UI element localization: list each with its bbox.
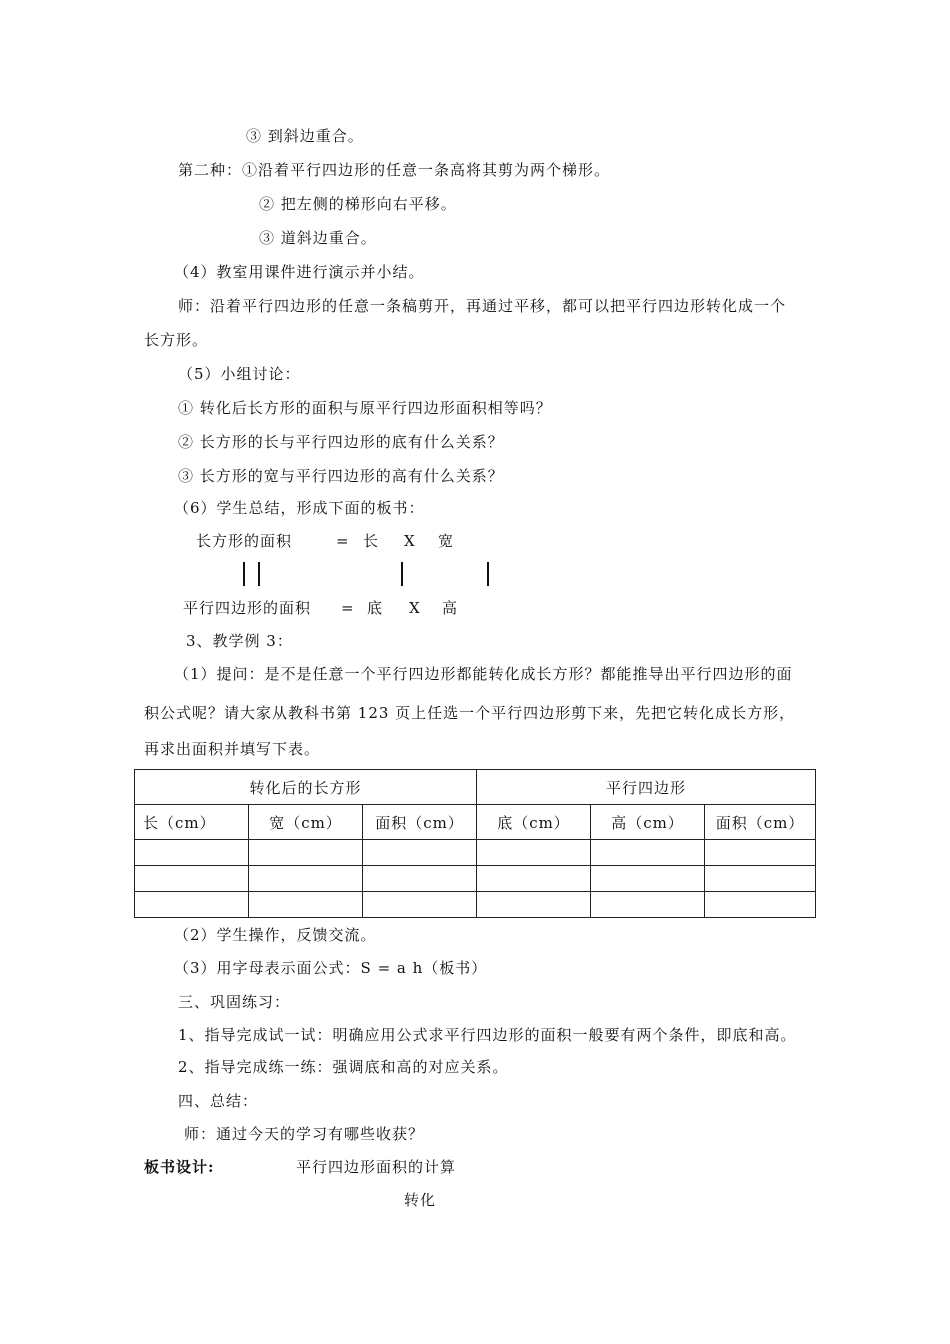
- times-sign: X: [409, 599, 421, 617]
- section-heading: 三、巩固练习：: [178, 993, 291, 1011]
- connector-line: [258, 562, 260, 586]
- rect-area-label: 长方形的面积: [196, 532, 293, 550]
- data-table: [134, 769, 816, 918]
- text-line: （6）学生总结，形成下面的板书：: [174, 499, 425, 517]
- section-heading: 四、总结：: [178, 1092, 259, 1110]
- board-subtitle: 转化: [404, 1191, 437, 1209]
- times-sign: X: [404, 532, 416, 550]
- table-cell[interactable]: [477, 892, 591, 918]
- table-cell[interactable]: [363, 840, 477, 866]
- text-line: 师：沿着平行四边形的任意一条稿剪开，再通过平移，都可以把平行四边形转化成一个: [178, 297, 787, 315]
- base-label: 底: [367, 599, 384, 617]
- text-line: 师：通过今天的学习有哪些收获？: [184, 1125, 425, 1143]
- table-row: [135, 866, 816, 892]
- table-header-cell: 宽（cm）: [249, 805, 363, 840]
- table-cell[interactable]: [591, 840, 705, 866]
- table-group-header: 平行四边形: [477, 770, 816, 805]
- table-cell[interactable]: [363, 892, 477, 918]
- table-header-cell: 高（cm）: [591, 805, 705, 840]
- length-label: 长: [363, 532, 380, 550]
- height-label: 高: [442, 599, 459, 617]
- text-line: 1、指导完成试一试：明确应用公式求平行四边形的面积一般要有两个条件，即底和高。: [178, 1026, 797, 1044]
- table-cell[interactable]: [477, 866, 591, 892]
- table-cell[interactable]: [135, 840, 249, 866]
- text-line: ③ 到斜边重合。: [246, 127, 364, 145]
- para-area-label: 平行四边形的面积: [183, 599, 312, 617]
- connector-line: [243, 562, 245, 586]
- table-row: [135, 840, 816, 866]
- table-row: [135, 892, 816, 918]
- table-header-cell: 面积（cm）: [705, 805, 816, 840]
- text-line: 3、教学例 3：: [186, 632, 293, 650]
- text-line: 第二种：①沿着平行四边形的任意一条高将其剪为两个梯形。: [178, 161, 611, 179]
- table-header-cell: 面积（cm）: [363, 805, 477, 840]
- table-cell[interactable]: [249, 866, 363, 892]
- width-label: 宽: [438, 532, 455, 550]
- text-line: ③ 道斜边重合。: [259, 229, 377, 247]
- table-header-cell: 长（cm）: [135, 805, 249, 840]
- text-line: 长方形。: [144, 331, 209, 349]
- text-line: （4）教室用课件进行演示并小结。: [174, 263, 425, 281]
- equals-sign: =: [341, 599, 355, 617]
- table-cell[interactable]: [705, 866, 816, 892]
- connector-line: [487, 562, 489, 586]
- table-group-header: 转化后的长方形: [135, 770, 477, 805]
- table-cell[interactable]: [477, 840, 591, 866]
- connector-line: [401, 562, 403, 586]
- board-design-label: 板书设计:: [144, 1158, 215, 1176]
- board-title: 平行四边形面积的计算: [296, 1158, 457, 1176]
- table-cell[interactable]: [135, 892, 249, 918]
- table-cell[interactable]: [135, 866, 249, 892]
- text-line: ② 长方形的长与平行四边形的底有什么关系？: [178, 433, 504, 451]
- table-cell[interactable]: [591, 892, 705, 918]
- text-line: ① 转化后长方形的面积与原平行四边形面积相等吗？: [178, 399, 552, 417]
- text-line: （5）小组讨论：: [178, 365, 301, 383]
- table-cell[interactable]: [249, 892, 363, 918]
- table-cell[interactable]: [705, 840, 816, 866]
- text-line: （1）提问：是不是任意一个平行四边形都能转化成长方形？都能推导出平行四边形的面: [174, 665, 793, 683]
- equals-sign: =: [336, 532, 350, 550]
- table-cell[interactable]: [705, 892, 816, 918]
- table-cell[interactable]: [249, 840, 363, 866]
- text-line: 2、指导完成练一练：强调底和高的对应关系。: [178, 1058, 509, 1076]
- table-cell[interactable]: [363, 866, 477, 892]
- text-line: （3）用字母表示面公式：S = a h（板书）: [174, 959, 488, 977]
- text-line: ② 把左侧的梯形向右平移。: [259, 195, 457, 213]
- text-line: 再求出面积并填写下表。: [144, 740, 321, 758]
- table-header-cell: 底（cm）: [477, 805, 591, 840]
- table-cell[interactable]: [591, 866, 705, 892]
- text-line: ③ 长方形的宽与平行四边形的高有什么关系？: [178, 467, 504, 485]
- text-line: 积公式呢？请大家从教科书第 123 页上任选一个平行四边形剪下来，先把它转化成长方形，: [144, 704, 796, 722]
- text-line: （2）学生操作，反馈交流。: [174, 926, 377, 944]
